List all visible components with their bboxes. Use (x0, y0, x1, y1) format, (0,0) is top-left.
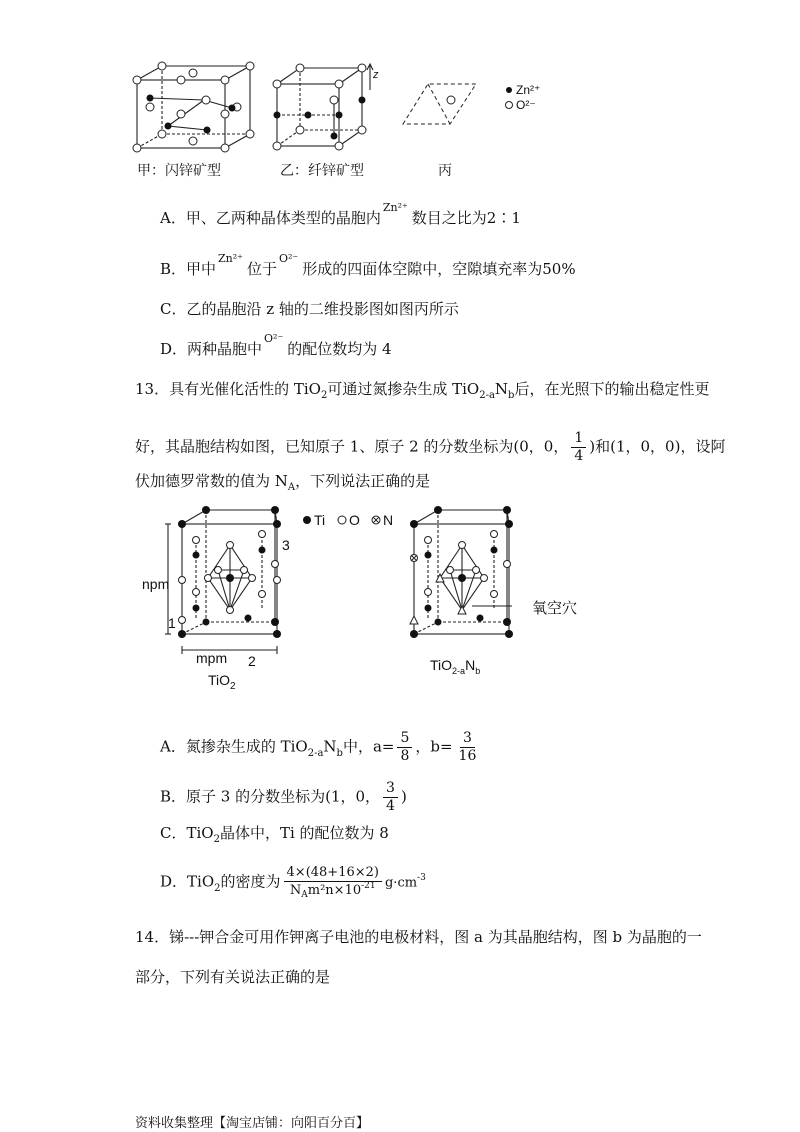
q12-option-d: D．两种晶胞中$^{O^{2-}}$的配位数均为 4 (160, 332, 392, 358)
zinc-blende-cell-diagram (132, 58, 262, 158)
caption-tio2: TiO$_2$ (208, 672, 236, 692)
caption-yi: 乙：纤锌矿型 (280, 163, 364, 179)
q12-option-b: B．甲中$^{Zn^{2+}}$位于$^{O^{2-}}$形成的四面体空隙中，空隙填充率为50% (160, 252, 576, 278)
z-axis-label: z (373, 69, 379, 81)
q12-option-c: C．乙的晶胞沿 z 轴的二维投影图如图丙所示 (160, 300, 459, 318)
label-3: 3 (282, 537, 290, 553)
nitrogen-icon (372, 516, 380, 524)
q14-stem-line1: 14．锑---钾合金可用作钾离子电池的电极材料，图 a 为其晶胞结构，图 b 为晶胞的一 (135, 928, 702, 946)
density-fraction: $\frac{4\times(48+16\times 2)}{N_Am^2n\times 10^{-21}}$ (284, 864, 382, 901)
q13-stem-line1: 13．具有光催化活性的 TiO$_2$可通过氮掺杂生成 $TiO_{2-a}N_b$后，在光照下的输出稳定性更 (135, 380, 710, 401)
caption-jia: 甲：闪锌矿型 (137, 163, 221, 179)
legend-o-label-13: O (349, 512, 360, 528)
legend-ti-label: Ti (314, 512, 326, 528)
legend-zn-label: Zn²⁺ (516, 83, 541, 97)
caption-tio2-doped: $TiO_{2-a}N_b$ (430, 657, 481, 676)
q14-stem-line2: 部分，下列有关说法正确的是 (135, 968, 331, 986)
fraction-one-quarter: $\frac{1}{4}$ (571, 430, 586, 465)
label-npm: npm (142, 576, 170, 592)
nitrogen-icon (411, 555, 418, 562)
tio2-cell-diagram (140, 500, 340, 700)
footer-source: 资料收集整理【淘宝店铺：向阳百分百】 (135, 1116, 370, 1131)
projection-diagram (398, 78, 558, 138)
tio2-doped-cell-diagram (400, 500, 600, 690)
q13-option-a: A．氮掺杂生成的 $TiO_{2-a}N_b$中，a= $\frac{5}{8}$ ，b= $\frac{3}{16}$ (160, 730, 477, 764)
q13-option-d: D．TiO$_2$的密度为 $\frac{4\times(48+16\times 2)}{N_Am^2n\times 10^{-21}}$ $g\cdot cm^{-3}$ (160, 865, 426, 900)
vacancy-label: 氧空穴 (532, 600, 578, 617)
label-1: 1 (168, 615, 176, 631)
q12-option-a: A．甲、乙两种晶体类型的晶胞内$^{Zn^{2+}}$数目之比为2∶1 (160, 201, 521, 227)
label-2: 2 (248, 653, 256, 669)
label-mpm: mpm (196, 650, 228, 666)
q13-option-c: C．TiO$_2$晶体中，Ti 的配位数为 8 (160, 824, 389, 845)
q13-option-b: B．原子 3 的分数坐标为(1，0， $\frac{3}{4}$ ) (160, 780, 407, 814)
legend-o-label: O²⁻ (516, 98, 536, 112)
caption-bing: 丙 (438, 163, 452, 179)
legend-n-label: N (383, 512, 394, 528)
wurtzite-cell-diagram (272, 60, 382, 160)
q13-stem-line3: 伏加德罗常数的值为 $N_A$，下列说法正确的是 (135, 472, 431, 493)
q13-stem-line2: 好，其晶胞结构如图，已知原子 1、原子 2 的分数坐标为(0，0， $\frac{1}{4}$ )和(1，0，0)，设阿 (135, 430, 726, 464)
